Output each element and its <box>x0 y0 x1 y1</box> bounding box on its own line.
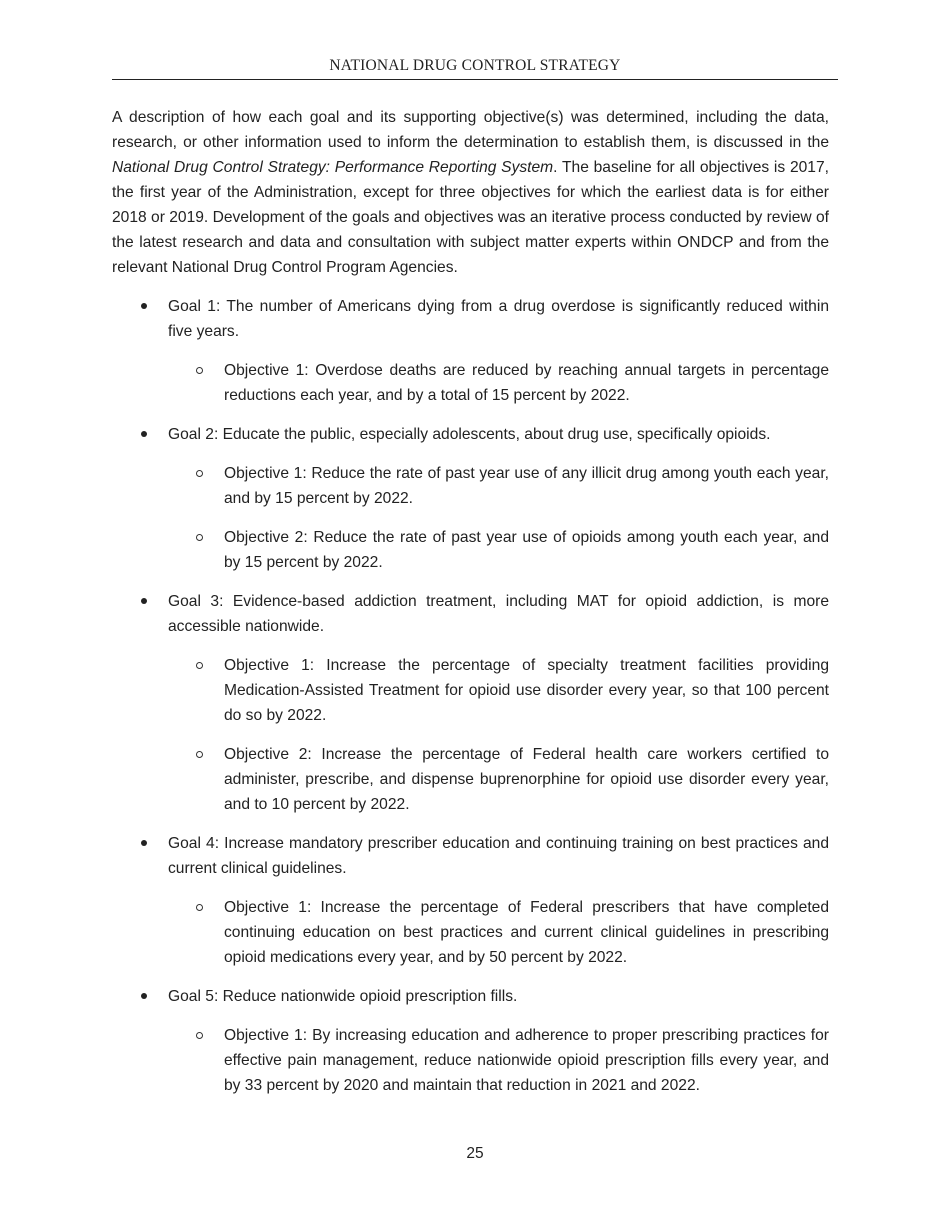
objective-item <box>112 1023 829 1098</box>
bullet-circle-icon <box>196 1032 203 1039</box>
page-number: 25 <box>466 1145 484 1162</box>
objectives-list <box>112 1023 829 1098</box>
goal-line <box>112 422 829 447</box>
bullet-circle-icon <box>196 470 203 477</box>
goal-item-2 <box>112 422 829 575</box>
goal-text: Goal 1: The number of Americans dying from a drug overdose is significantly reduced within five years. <box>168 298 829 340</box>
goal-text: Goal 5: Reduce nationwide opioid prescription fills. <box>168 988 518 1005</box>
objective-item <box>112 742 829 817</box>
bullet-dot-icon <box>141 303 147 309</box>
page-content <box>112 105 829 1112</box>
goal-item-1 <box>112 294 829 408</box>
intro-text-part2: . The baseline for all objectives is 2017, the first year of the Administration, except for three objectives for which the earliest data is for either 2018 or 2019. Development of the goals and objectives was an iterative process conducted by review of the latest research and data and consultation with subject matter experts within ONDCP and from the relevant National Drug Control Program Agencies. <box>112 159 829 276</box>
objective-text: Objective 1: Increase the percentage of specialty treatment facilities providing Medication-Assisted Treatment for opioid use disorder every year, so that 100 percent do so by 2022. <box>224 657 829 724</box>
goals-list <box>112 294 829 1098</box>
objective-item <box>112 653 829 728</box>
goal-item-4 <box>112 831 829 970</box>
objectives-list <box>112 358 829 408</box>
bullet-dot-icon <box>141 993 147 999</box>
objective-item <box>112 895 829 970</box>
objective-text: Objective 1: Overdose deaths are reduced by reaching annual targets in percentage reductions each year, and by a total of 15 percent by 2022. <box>224 362 829 404</box>
objectives-list <box>112 895 829 970</box>
objectives-list <box>112 461 829 575</box>
objective-item <box>112 461 829 511</box>
goal-text: Goal 4: Increase mandatory prescriber education and continuing training on best practices and current clinical guidelines. <box>168 835 829 877</box>
bullet-dot-icon <box>141 840 147 846</box>
objective-item <box>112 525 829 575</box>
objective-text: Objective 2: Reduce the rate of past year use of opioids among youth each year, and by 15 percent by 2022. <box>224 529 829 571</box>
bullet-dot-icon <box>141 598 147 604</box>
goal-line <box>112 984 829 1009</box>
goal-text: Goal 3: Evidence-based addiction treatment, including MAT for opioid addiction, is more accessible nationwide. <box>168 593 829 635</box>
bullet-circle-icon <box>196 662 203 669</box>
bullet-circle-icon <box>196 367 203 374</box>
objective-text: Objective 1: Reduce the rate of past year use of any illicit drug among youth each year, and by 15 percent by 2022. <box>224 465 829 507</box>
intro-report-title: National Drug Control Strategy: Performance Reporting System <box>112 159 554 176</box>
objective-item <box>112 358 829 408</box>
goal-item-5 <box>112 984 829 1098</box>
header-title: NATIONAL DRUG CONTROL STRATEGY <box>329 57 621 74</box>
goal-text: Goal 2: Educate the public, especially adolescents, about drug use, specifically opioids. <box>168 426 771 443</box>
bullet-circle-icon <box>196 534 203 541</box>
bullet-dot-icon <box>141 431 147 437</box>
intro-text-part1: A description of how each goal and its supporting objective(s) was determined, including the data, research, or other information used to inform the determination to establish them, is discussed in the <box>112 109 829 151</box>
bullet-circle-icon <box>196 751 203 758</box>
bullet-circle-icon <box>196 904 203 911</box>
intro-paragraph <box>112 105 829 280</box>
goal-line <box>112 831 829 881</box>
objectives-list <box>112 653 829 817</box>
page-header <box>112 56 838 80</box>
goal-line <box>112 589 829 639</box>
objective-text: Objective 2: Increase the percentage of Federal health care workers certified to administer, prescribe, and dispense buprenorphine for opioid use disorder every year, and to 10 percent by 2022. <box>224 746 829 813</box>
objective-text: Objective 1: Increase the percentage of Federal prescribers that have completed continuing education on best practices and current clinical guidelines in prescribing opioid medications every year, and by 50 percent by 2022. <box>224 899 829 966</box>
goal-item-3 <box>112 589 829 817</box>
goal-line <box>112 294 829 344</box>
objective-text: Objective 1: By increasing education and adherence to proper prescribing practices for effective pain management, reduce nationwide opioid prescription fills every year, and by 33 percent by 2020 and maintain that reduction in 2021 and 2022. <box>224 1027 829 1094</box>
